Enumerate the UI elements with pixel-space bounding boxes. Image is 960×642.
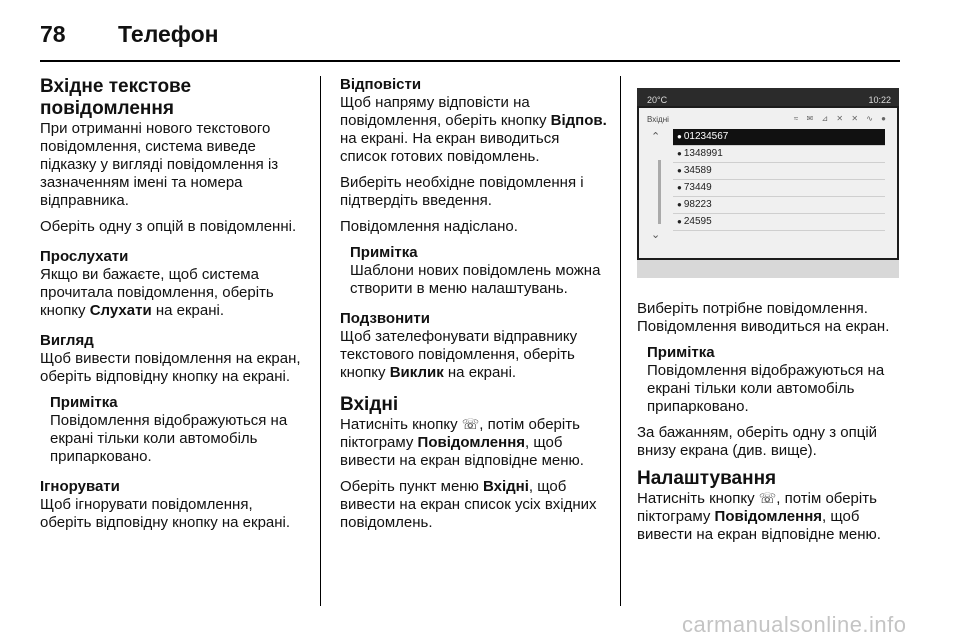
reply-text: Щоб напряму відповісти на повідомлення, оберіть кнопку Відпов. на екрані. На екран виводиться список готових повідомлень. — [340, 94, 607, 165]
scroll-down-icon: ⌄ — [651, 229, 661, 241]
reply-select-text: Виберіть необхідне повідомлення і підтвердіть введення. — [340, 174, 584, 209]
settings-text: Натисніть кнопку ☏, потім оберіть піктограму Повідомлення, щоб вивести на екран відповідне меню. — [637, 490, 881, 543]
screen-status-icons: ≈ ✉ ⊿ ✕ ✕ ∿ ● — [793, 114, 889, 123]
note-text: Шаблони нових повідомлень можна створити в меню налаштувань. — [350, 262, 601, 297]
options-text: За бажанням, оберіть одну з опцій внизу екрана (див. вище). — [637, 424, 878, 459]
heading-reply: Відповісти — [340, 76, 422, 93]
list-item: ● 34589 — [673, 163, 885, 180]
note-title: Примітка — [50, 394, 118, 411]
message-icon: ● — [677, 200, 682, 209]
screen-message-list — [673, 129, 885, 231]
call-text: Щоб зателефонувати відправнику текстового повідомлення, оберіть кнопку Виклик на екрані. — [340, 328, 578, 381]
screen-clock: 10:22 — [868, 95, 891, 105]
message-icon: ● — [677, 166, 682, 175]
page-number: 78 — [40, 20, 66, 47]
scrollbar — [658, 160, 661, 224]
column-3 — [637, 76, 905, 556]
heading-call: Подзвонити — [340, 310, 430, 327]
message-icon: ● — [677, 183, 682, 192]
section-view — [40, 332, 308, 466]
column-divider-2 — [620, 76, 621, 606]
heading-listen: Прослухати — [40, 248, 129, 265]
note-reply — [350, 244, 608, 298]
heading-settings: Налаштування — [637, 468, 777, 489]
view-text: Щоб вивести повідомлення на екран, оберіть відповідну кнопку на екрані. — [40, 350, 301, 385]
select-message-text: Виберіть потрібне повідомлення. Повідомлення виводиться на екран. — [637, 300, 890, 335]
reply-sent-text: Повідомлення надіслано. — [340, 218, 518, 235]
page-header — [40, 14, 219, 54]
note-display — [647, 344, 905, 416]
screen-status-bar — [637, 88, 899, 106]
section-inbox — [340, 394, 608, 532]
ignore-text: Щоб ігнорувати повідомлення, оберіть відповідну кнопку на екрані. — [40, 496, 291, 531]
heading-view: Вигляд — [40, 332, 94, 349]
column-divider-1 — [320, 76, 321, 606]
header-divider — [40, 60, 900, 62]
listen-text: Якщо ви бажаєте, щоб система прочитала повідомлення, оберіть кнопку Слухати на екрані. — [40, 266, 274, 319]
heading-inbox: Вхідні — [340, 394, 399, 415]
message-icon: ● — [677, 132, 682, 141]
section-call — [340, 310, 608, 382]
column-2 — [340, 76, 608, 544]
section-settings — [637, 468, 905, 544]
screen-temperature: 20°C — [647, 95, 668, 105]
message-icon: ● — [677, 149, 682, 158]
note-text: Повідомлення відображуються на екрані тільки коли автомобіль припарковано. — [647, 362, 885, 415]
section-ignore — [40, 478, 308, 532]
phone-icon: ☏ — [758, 491, 777, 507]
inbox-screen-figure — [637, 88, 899, 278]
watermark: carmanualsonline.info — [682, 612, 907, 637]
scroll-up-icon: ⌃ — [651, 131, 661, 143]
list-item: ● 1348991 — [673, 146, 885, 163]
note-title: Примітка — [350, 244, 418, 261]
section-listen — [40, 248, 308, 320]
heading-incoming-message: Вхідне текстове повідомлення — [40, 76, 192, 119]
inbox-menu-text: Оберіть пункт меню Вхідні, щоб вивести на екран список усіх вхідних повідомлень. — [340, 478, 597, 531]
list-item: ● 24595 — [673, 214, 885, 231]
list-item: ● 98223 — [673, 197, 885, 214]
section-incoming-message — [40, 76, 308, 236]
list-item: ● 01234567 — [673, 129, 885, 146]
note-view — [50, 394, 308, 466]
inbox-text: Натисніть кнопку ☏, потім оберіть піктограму Повідомлення, щоб вивести на екран відповідне меню. — [340, 416, 584, 469]
column-1 — [40, 76, 308, 544]
list-item: ● 73449 — [673, 180, 885, 197]
screen-panel — [639, 108, 897, 258]
message-icon: ● — [677, 217, 682, 226]
screen-inbox-label: Вхідні — [647, 115, 669, 124]
incoming-choose-text: Оберіть одну з опцій в повідомленні. — [40, 218, 297, 235]
screen-bottom-bar — [637, 260, 899, 278]
note-title: Примітка — [647, 344, 715, 361]
phone-icon: ☏ — [461, 417, 480, 433]
section-reply — [340, 76, 608, 298]
page-title: Телефон — [118, 20, 219, 47]
incoming-text: При отриманні нового текстового повідомлення, система виведе підказку у вигляді повідомлення із зазначенням імені та номера відправника. — [40, 120, 279, 209]
heading-ignore: Ігнорувати — [40, 478, 120, 495]
note-text: Повідомлення відображуються на екрані тільки коли автомобіль припарковано. — [50, 412, 288, 465]
